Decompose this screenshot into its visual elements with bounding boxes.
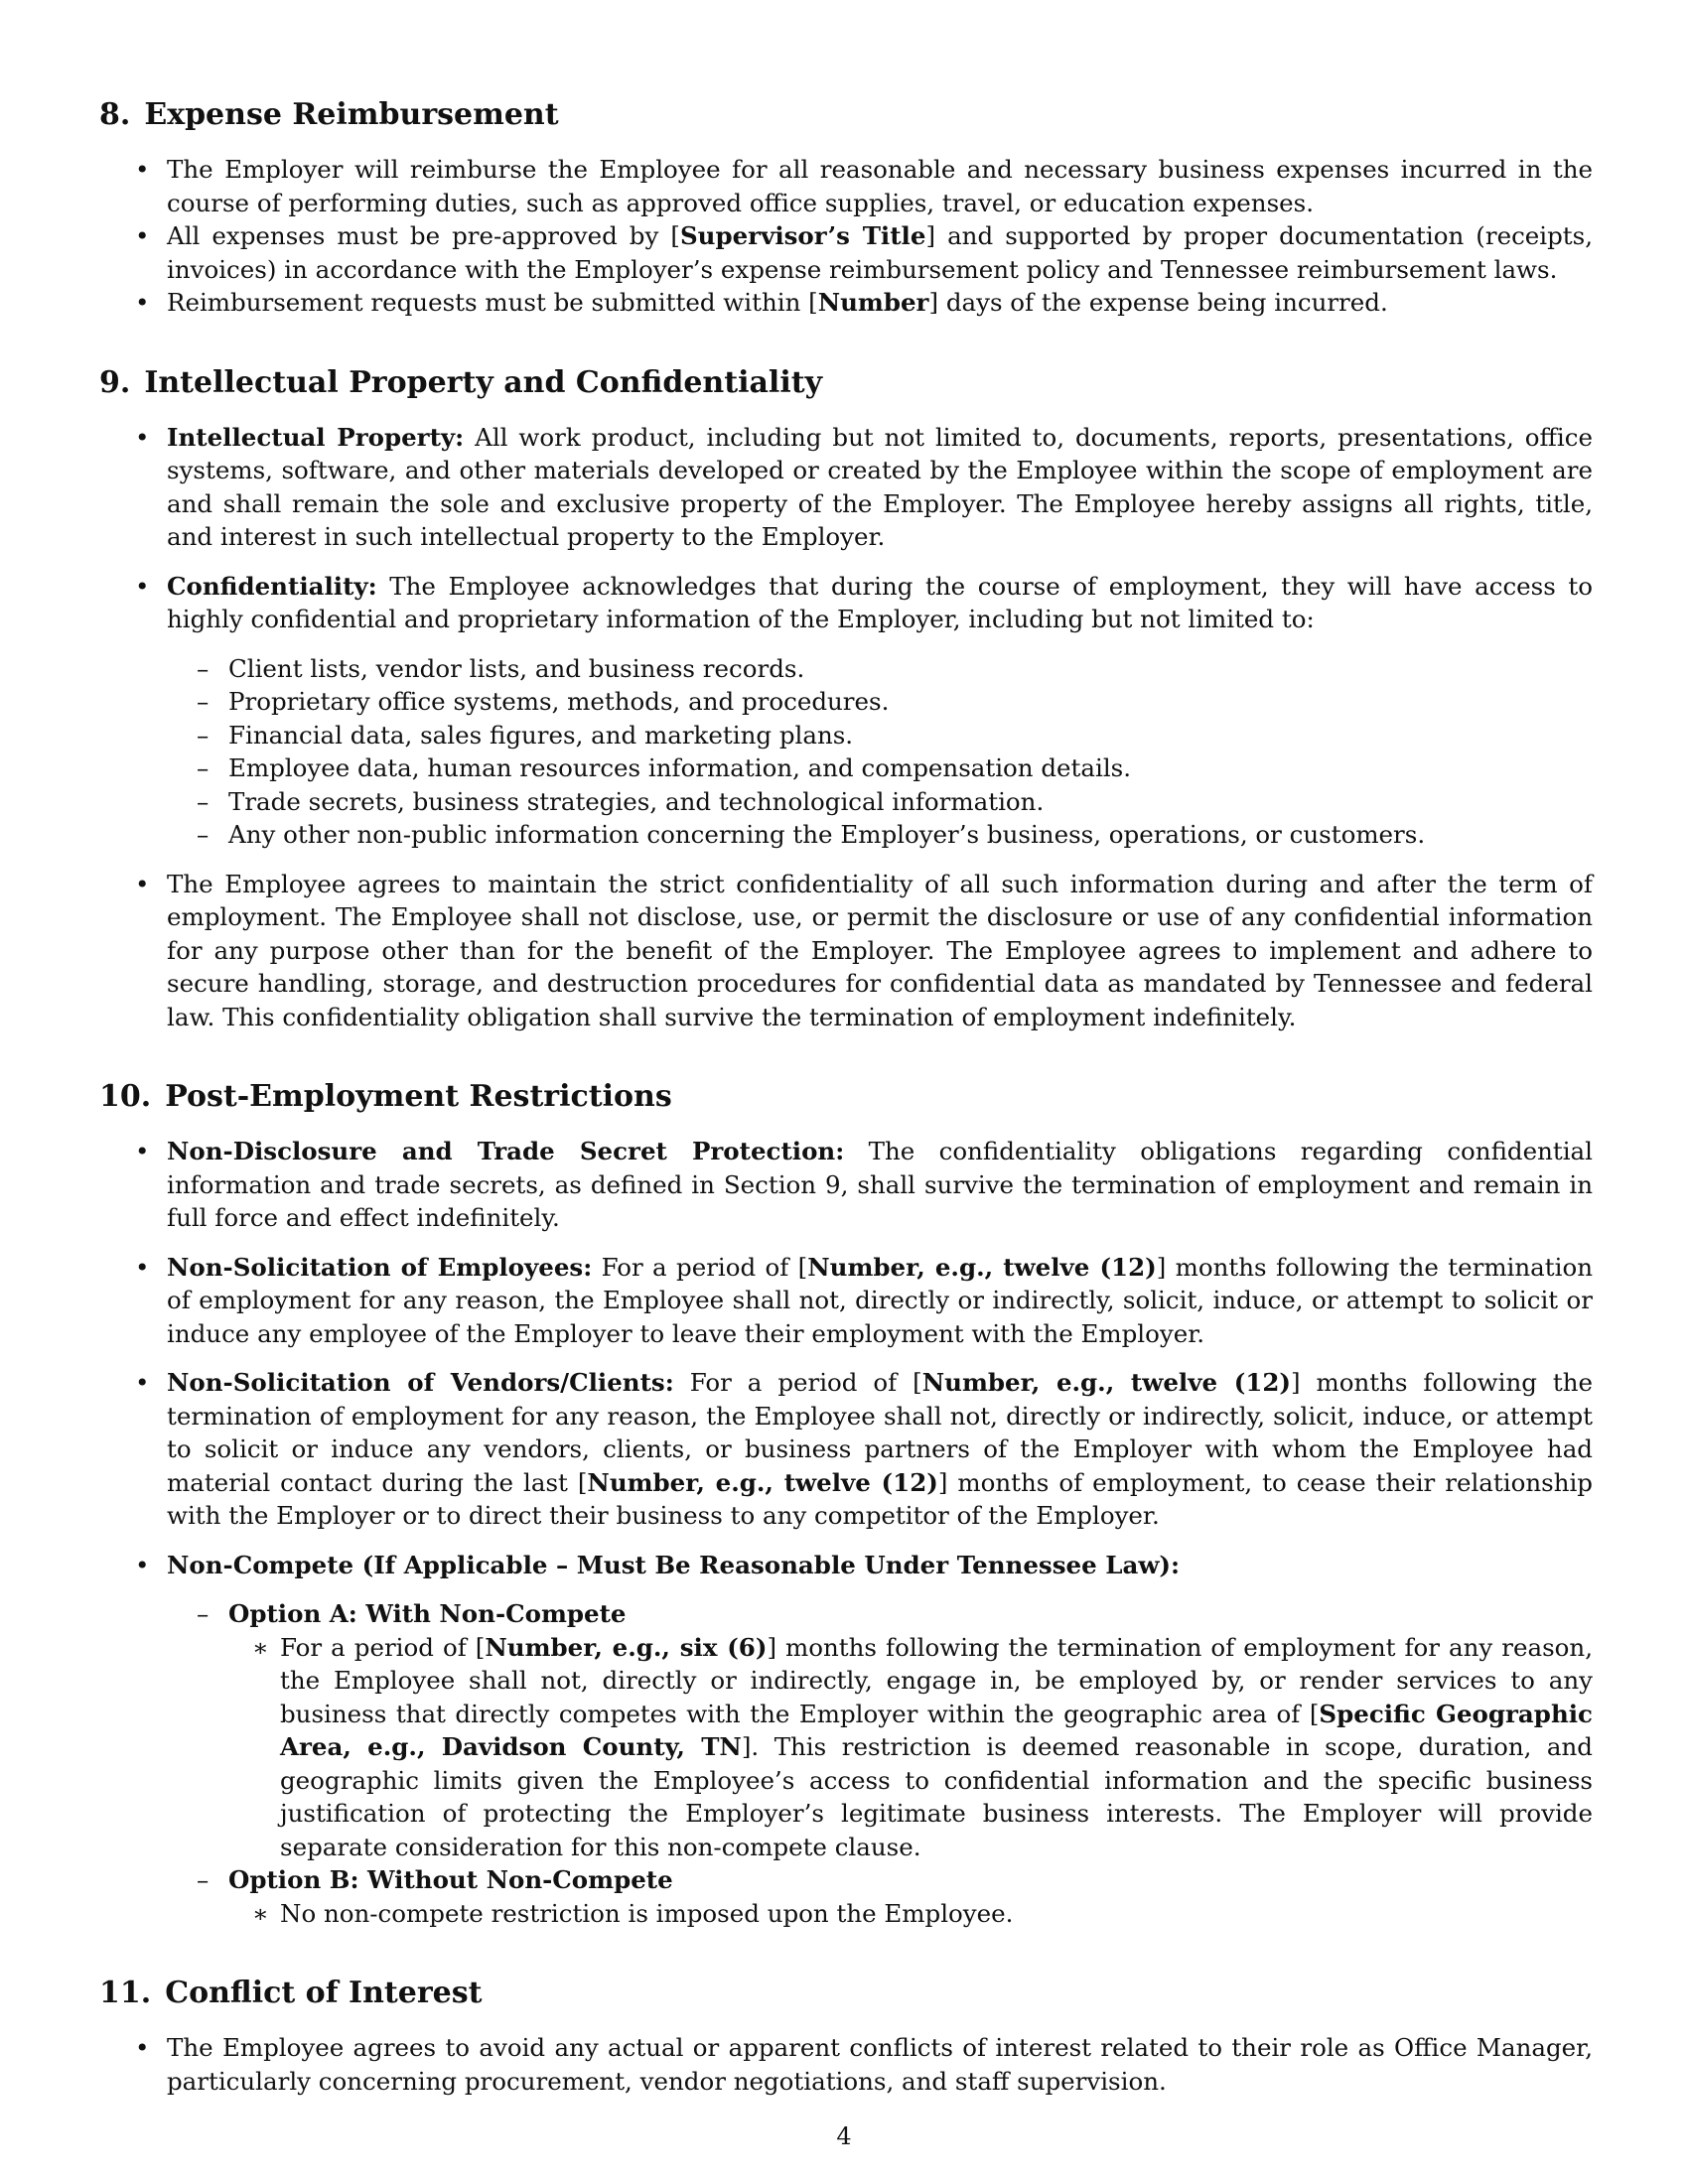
text-fragment: ]. This restriction is deemed reasonable in scope, duration, and geographic limits given the Employee’s access to confidential information and the specific business justification of protecting the Employer’s legitimate business interests. The Employer will provide separate consideration for this non-compete clause.	[280, 1732, 1593, 1861]
option-label: Option B: Without Non-Compete	[228, 1865, 673, 1894]
placeholder-text: Number, e.g., twelve (12)	[807, 1252, 1157, 1282]
bullet-label: Intellectual Property:	[167, 422, 465, 452]
bullet-item	[99, 1135, 1593, 1235]
text-fragment: For a period of [	[673, 1368, 922, 1397]
section-heading	[99, 1077, 1593, 1117]
section-conflict-of-interest	[99, 1974, 1593, 2098]
bullet-item	[99, 1251, 1593, 1351]
text-fragment: ] months following the termination of employment for any reason, the Employee shall not, directly or indirectly, solicit, induce, or attempt to solicit or induce any employee of the Employer to leave their employment with the Employer.	[167, 1252, 1593, 1348]
section-number: 8.	[99, 97, 131, 132]
bullet-text: The Employee agrees to maintain the strict confidentiality of all such information during and after the term of employment. The Employee shall not disclose, use, or permit the disclosure or use of any confidential information for any purpose other than for the benefit of the Employer. The Employee agrees to implement and adhere to secure handling, storage, and destruction procedures for confidential data as mandated by Tennessee and federal law. This confidentiality obligation shall survive the termination of employment indefinitely.	[167, 869, 1593, 1031]
text-fragment: For a period of [	[280, 1632, 486, 1662]
list-item: – Client lists, vendor lists, and business records.	[167, 652, 1593, 686]
placeholder-text: Number, e.g., twelve (12)	[921, 1368, 1292, 1397]
bullet-label: Non-Solicitation of Employees:	[167, 1252, 593, 1282]
bullet-text: The Employee acknowledges that during the course of employment, they will have access to highly confidential and proprietary information of the Employer, including but not limited to:	[167, 571, 1593, 633]
section-heading	[99, 95, 1593, 135]
bullet-item	[99, 153, 1593, 219]
bullet-text: The Employee agrees to avoid any actual or apparent conflicts of interest related to their role as Office Manager, particularly concerning procurement, vendor negotiations, and staff supervision.	[167, 2033, 1593, 2096]
page-number: 4	[836, 2122, 852, 2150]
section-title: Conflict of Interest	[165, 1976, 483, 2010]
text-fragment: ] days of the expense being incurred.	[928, 288, 1388, 317]
placeholder-text: Number, e.g., six (6)	[485, 1632, 768, 1662]
bullet-text: The Employer will reimburse the Employee for all reasonable and necessary business expenses incurred in the course of performing duties, such as approved office supplies, travel, or education expenses.	[167, 155, 1593, 217]
section-number: 9.	[99, 364, 131, 400]
option-item	[167, 1597, 1593, 1863]
section-title: Post-Employment Restrictions	[165, 1079, 672, 1114]
bullet-label: Non-Disclosure and Trade Secret Protection:	[167, 1137, 845, 1165]
text-fragment: All expenses must be pre-approved by [	[167, 221, 680, 250]
bullet-item	[99, 570, 1593, 852]
text-fragment: Reimbursement requests must be submitted within [	[167, 288, 818, 317]
section-expense-reimbursement	[99, 95, 1593, 320]
section-post-employment	[99, 1077, 1593, 1930]
option-label: Option A: With Non-Compete	[228, 1599, 627, 1628]
placeholder-text: Number	[817, 288, 929, 317]
bullet-item	[99, 286, 1593, 320]
text-fragment: ] months of employment, to cease their relationship with the Employer or to direct their business to any competitor of the Employer.	[167, 1467, 1593, 1530]
section-title: Intellectual Property and Confidentiality	[144, 364, 823, 400]
bullet-item	[99, 421, 1593, 554]
list-item: – Any other non-public information concerning the Employer’s business, operations, or customers.	[167, 818, 1593, 852]
list-item: – Proprietary office systems, methods, and procedures.	[167, 685, 1593, 719]
bullet-text: All work product, including but not limited to, documents, reports, presentations, office systems, software, and other materials developed or created by the Employee within the scope of employment are and shall remain the sole and exclusive property of the Employer. The Employee hereby assigns all rights, title, and interest in such intellectual property to the Employer.	[167, 422, 1593, 551]
section-number: 10.	[99, 1079, 152, 1114]
list-item: – Employee data, human resources information, and compensation details.	[167, 751, 1593, 785]
section-intellectual-property	[99, 363, 1593, 1034]
bullet-item	[99, 1549, 1593, 1931]
option-detail	[228, 1631, 1593, 1864]
placeholder-text: Specific Geographic Area, e.g., Davidson County, TN	[280, 1699, 1593, 1761]
bullet-item	[99, 868, 1593, 1034]
section-number: 11.	[99, 1976, 152, 2010]
section-title: Expense Reimbursement	[144, 97, 559, 132]
text-fragment: ] months following the termination of employment for any reason, the Employee shall not, directly or indirectly, solicit, induce, or attempt to solicit or induce any vendors, clients, or business partners of the Employer with whom the Employee had material contact during the last [	[167, 1368, 1594, 1497]
bullet-label: Non-Solicitation of Vendors/Clients:	[167, 1368, 674, 1397]
option-item	[167, 1863, 1593, 1930]
placeholder-text: Number, e.g., twelve (12)	[587, 1467, 938, 1497]
text-fragment: ] and supported by proper documentation (receipts, invoices) in accordance with the Employer’s expense reimbursement policy and Tennessee reimbursement laws.	[167, 221, 1594, 284]
placeholder-text: Supervisor’s Title	[679, 221, 926, 250]
bullet-label: Non-Compete (If Applicable – Must Be Reasonable Under Tennessee Law):	[167, 1550, 1181, 1579]
bullet-item	[99, 2031, 1593, 2098]
bullet-item	[99, 219, 1593, 286]
list-item: – Trade secrets, business strategies, and technological information.	[167, 785, 1593, 819]
confidential-items-list	[167, 652, 1593, 852]
list-item: – Financial data, sales figures, and marketing plans.	[167, 719, 1593, 752]
non-compete-options	[167, 1597, 1593, 1930]
bullet-label: Confidentiality:	[167, 571, 377, 601]
text-fragment: ] months following the termination of employment for any reason, the Employee shall not, directly or indirectly, engage in, be employed by, or render services to any business that directly competes with the Employer within the geographic area of [	[280, 1632, 1594, 1728]
document-page	[99, 95, 1593, 2141]
bullet-item	[99, 1366, 1593, 1533]
option-detail: ∗ No non-compete restriction is imposed upon the Employee.	[228, 1897, 1593, 1931]
text-fragment: For a period of [	[592, 1252, 808, 1282]
section-heading	[99, 1974, 1593, 2013]
section-heading	[99, 363, 1593, 403]
bullet-text: The confidentiality obligations regarding confidential information and trade secrets, as defined in Section 9, shall survive the termination of employment and remain in full force and effect indefinitely.	[167, 1137, 1593, 1232]
